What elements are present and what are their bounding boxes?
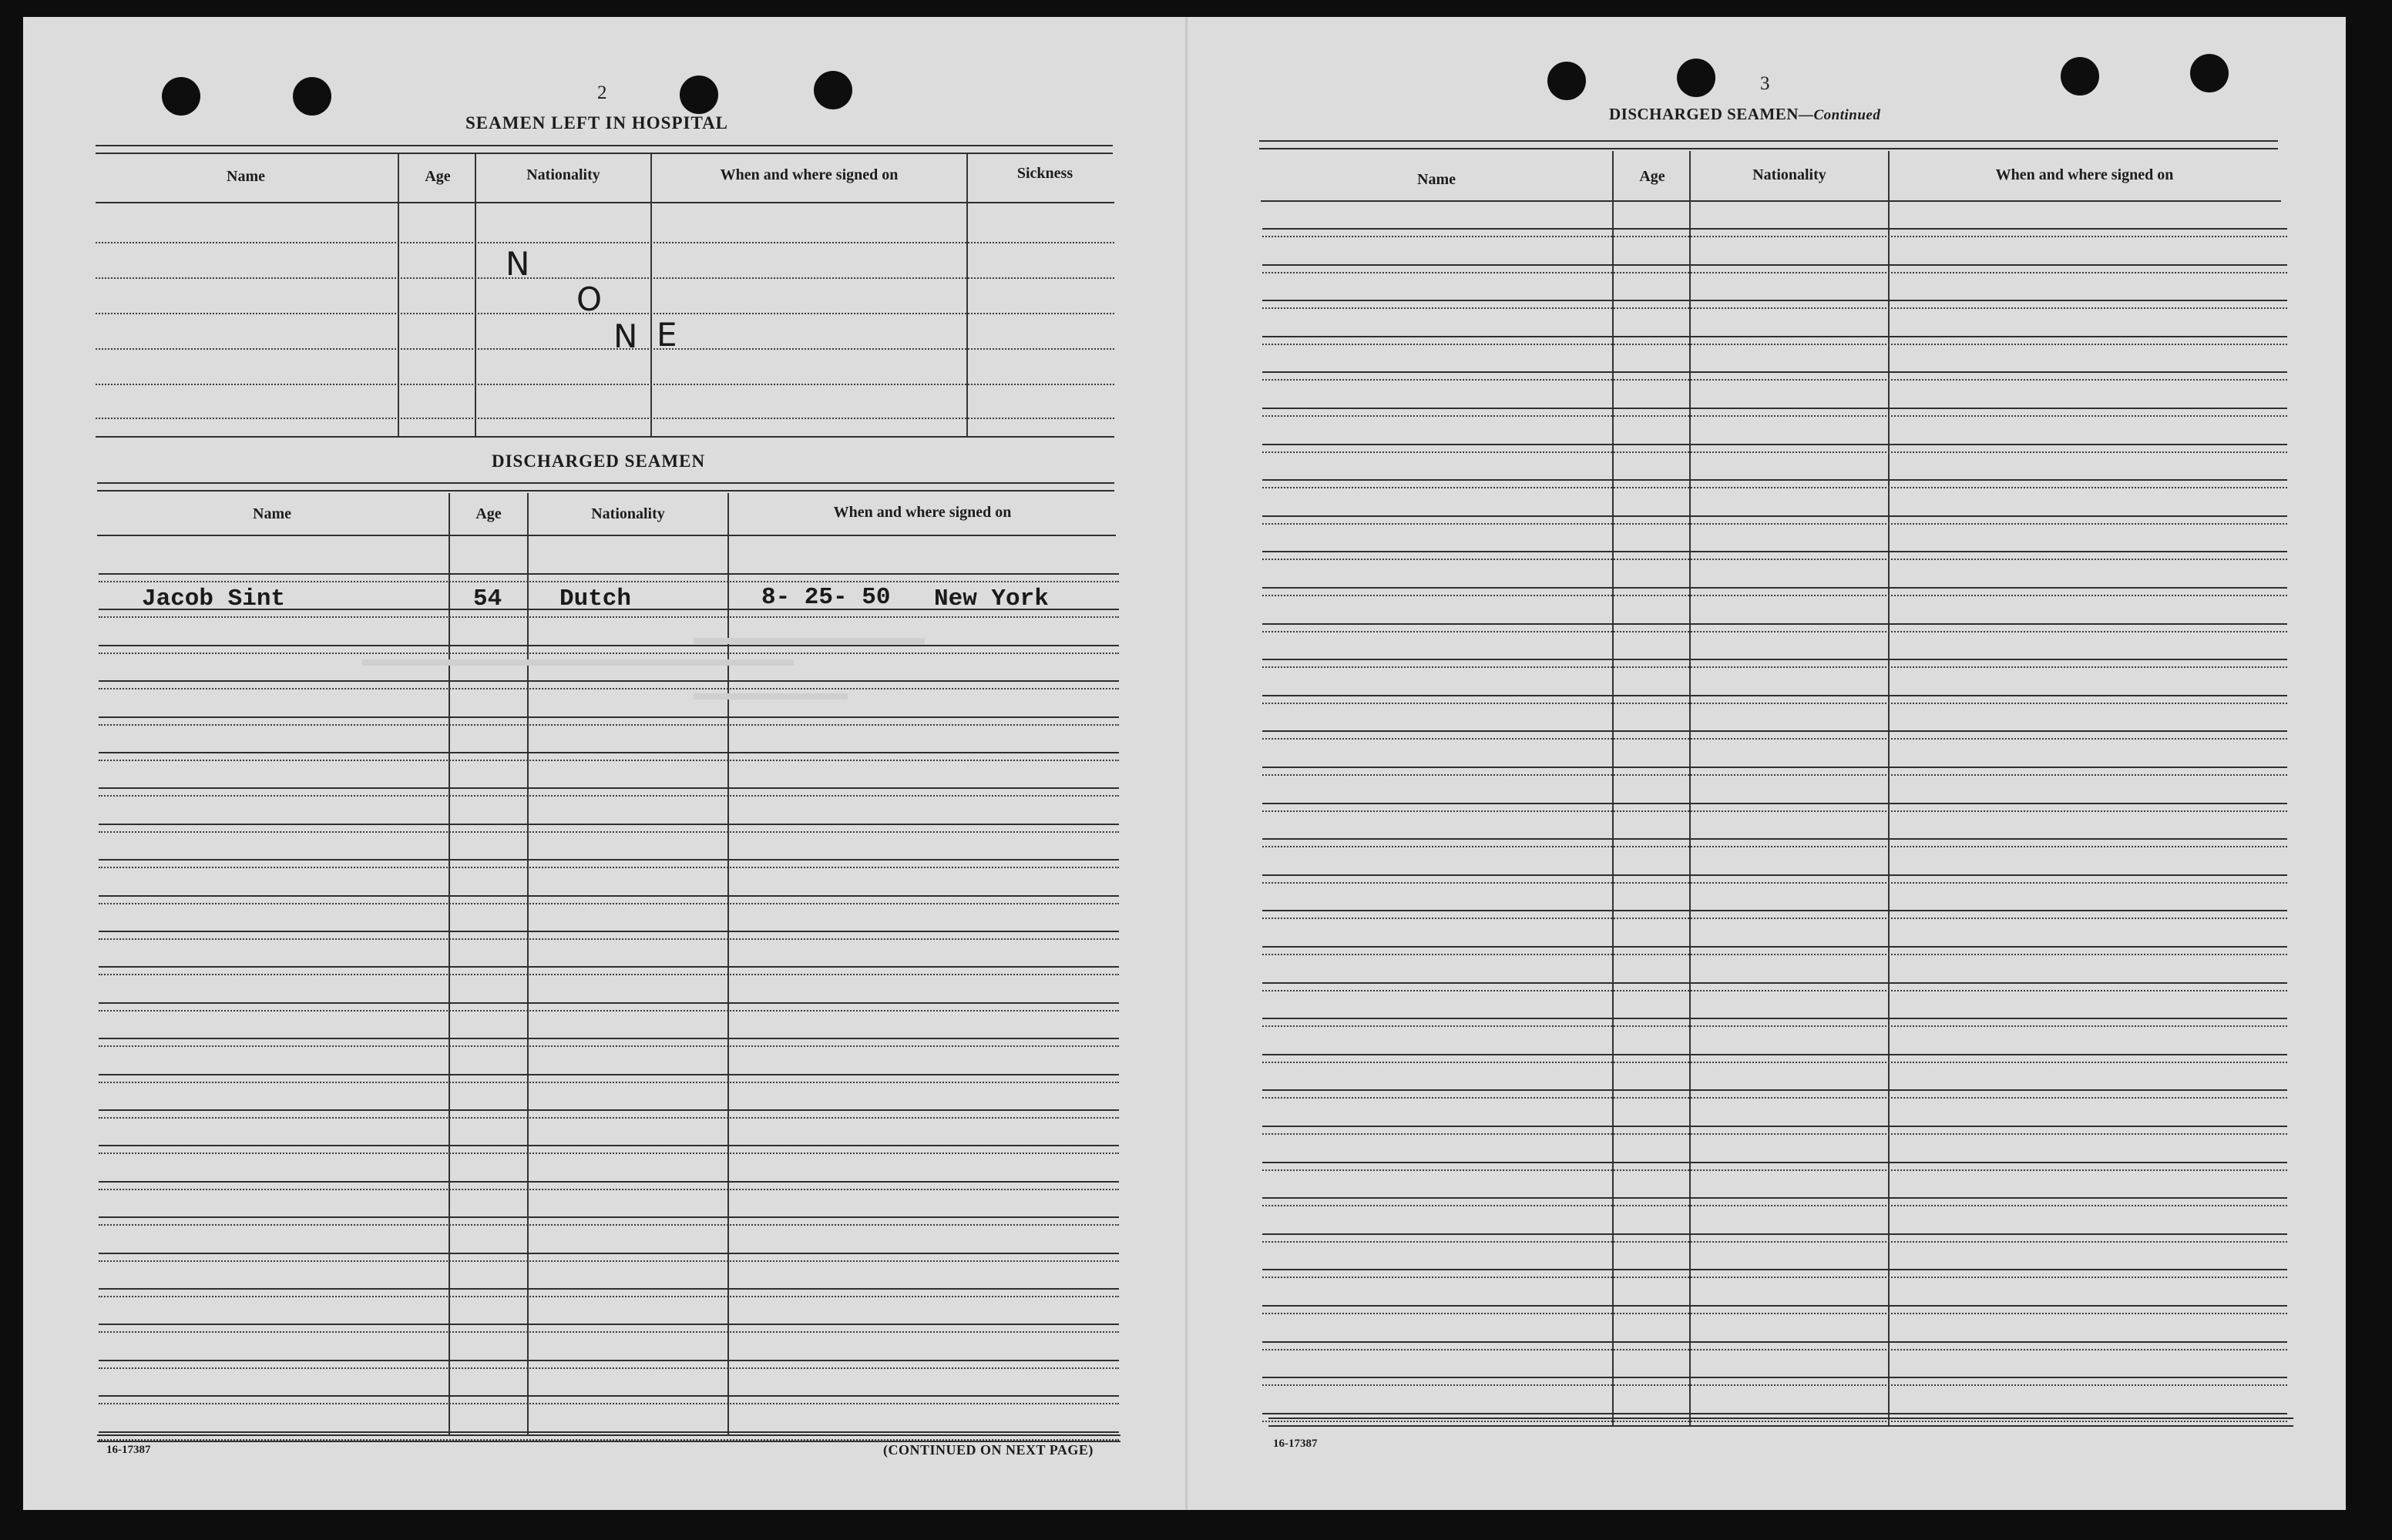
table-row-line (1262, 803, 2287, 804)
table-row-line (1262, 1025, 2287, 1027)
table-row-line (1262, 1062, 2287, 1063)
table-row-line (99, 831, 1119, 833)
table-row-line (96, 242, 1114, 243)
table-row-line (99, 1296, 1119, 1297)
faint-show-through (362, 659, 794, 666)
column-divider (448, 493, 450, 1434)
table-row-line (1262, 623, 2287, 625)
table-row-line (99, 787, 1119, 789)
column-header-nationality: Nationality (1752, 166, 1826, 183)
continued-note: (CONTINUED ON NEXT PAGE) (883, 1442, 1094, 1458)
table-row-line (99, 1431, 1119, 1433)
table-row-line (1262, 954, 2287, 955)
column-header-name: Name (1417, 171, 1456, 188)
table-row-line (96, 348, 1114, 350)
column-divider (966, 154, 968, 436)
table-row-line (1262, 659, 2287, 660)
table-row-line (96, 384, 1114, 385)
table-row-line (1262, 236, 2287, 237)
table-row-line (99, 581, 1119, 582)
table-row-line (99, 1331, 1119, 1333)
table-row-line (1262, 415, 2287, 417)
table-row-line (99, 966, 1119, 968)
table-row-line (99, 1367, 1119, 1369)
signed-on-place: New York (934, 585, 1049, 612)
seaman-nationality: Dutch (559, 585, 632, 612)
table-row-line (1262, 1313, 2287, 1314)
table-row-line (99, 1189, 1119, 1190)
table-row-line (1262, 300, 2287, 301)
punch-hole (162, 77, 200, 116)
table-row-line (99, 1045, 1119, 1047)
column-header-signed-on: When and where signed on (833, 504, 1012, 521)
table-row-line (99, 1216, 1119, 1218)
page-number: 2 (597, 82, 607, 103)
table-row-line (99, 616, 1119, 618)
table-row-line (1262, 874, 2287, 876)
table-row-line (1262, 1277, 2287, 1278)
table-row-line (99, 1145, 1119, 1146)
punch-hole (1547, 62, 1586, 100)
table-row-line (1262, 1162, 2287, 1163)
rule (1259, 148, 2278, 149)
table-row-line (99, 1224, 1119, 1226)
table-row-line (99, 1181, 1119, 1183)
table-row-line (99, 716, 1119, 718)
table-row-line (99, 1253, 1119, 1254)
column-header-age: Age (425, 168, 451, 185)
table-row-line (99, 795, 1119, 797)
punch-hole (2061, 57, 2099, 96)
table-row-line (1262, 810, 2287, 812)
column-divider (727, 493, 729, 1434)
rule (1268, 1418, 2293, 1419)
table-row-line (99, 895, 1119, 897)
punch-hole (814, 71, 852, 109)
table-row-line (1262, 730, 2287, 732)
table-row-line (99, 688, 1119, 689)
table-row-line (1262, 1133, 2287, 1135)
table-row-line (1262, 228, 2287, 230)
table-row-line (99, 1117, 1119, 1119)
table-row-line (1262, 1305, 2287, 1307)
table-row-line (1262, 551, 2287, 552)
table-row-line (96, 313, 1114, 314)
table-row-line (99, 724, 1119, 726)
column-header-age: Age (1639, 168, 1665, 185)
column-header-name: Name (253, 505, 291, 522)
table-row-line (99, 867, 1119, 868)
table-row-line (1262, 990, 2287, 991)
table-row-line (1262, 1241, 2287, 1243)
table-row-line (1262, 1169, 2287, 1171)
column-header-age: Age (475, 505, 502, 522)
form-number: 16-17387 (106, 1444, 151, 1456)
rule (97, 490, 1114, 492)
title-suffix: —Continued (1798, 107, 1881, 123)
table-row-line (1262, 666, 2287, 668)
section-title-discharged-continued (1609, 105, 1880, 124)
table-row-line (1262, 846, 2287, 847)
table-row-line (99, 824, 1119, 825)
table-row-line (1262, 559, 2287, 560)
paper-sheet (23, 17, 2346, 1510)
handwritten-letter: N (613, 317, 638, 355)
table-row-line (99, 680, 1119, 682)
table-row-line (1262, 1413, 2287, 1414)
table-row-line (1262, 631, 2287, 632)
rule (96, 436, 1114, 438)
table-row-line (1262, 379, 2287, 381)
punch-hole (2190, 54, 2229, 92)
section-title-discharged: DISCHARGED SEAMEN (492, 451, 706, 471)
table-row-line (99, 938, 1119, 940)
table-row-line (1262, 451, 2287, 453)
form-number: 16-17387 (1273, 1438, 1318, 1450)
table-row-line (1262, 595, 2287, 596)
table-row-line (1262, 1377, 2287, 1378)
table-row-line (1262, 1089, 2287, 1091)
table-row-line (1262, 272, 2287, 273)
table-row-line (99, 1260, 1119, 1262)
table-row-line (99, 1010, 1119, 1012)
table-row-line (1262, 774, 2287, 776)
table-row-line (1262, 1126, 2287, 1127)
column-divider (650, 154, 652, 436)
table-row-line (1262, 1205, 2287, 1206)
table-row-line (1262, 946, 2287, 948)
table-row-line (1262, 336, 2287, 337)
column-divider (527, 493, 529, 1434)
table-row-line (1262, 738, 2287, 740)
table-row-line (99, 760, 1119, 761)
rule (96, 202, 1114, 203)
table-row-line (96, 418, 1114, 419)
table-row-line (99, 1082, 1119, 1083)
table-row-line (99, 1288, 1119, 1290)
table-row-line (1262, 703, 2287, 704)
table-row-line (99, 1403, 1119, 1404)
table-row-line (1262, 767, 2287, 768)
column-divider (1888, 151, 1890, 1427)
table-row-line (1262, 371, 2287, 373)
table-row-line (96, 277, 1114, 279)
rule (1259, 140, 2278, 142)
table-row-line (99, 653, 1119, 654)
table-row-line (1262, 882, 2287, 884)
column-divider (1612, 151, 1614, 1427)
table-row-line (1262, 695, 2287, 696)
column-header-nationality: Nationality (591, 505, 665, 522)
table-row-line (1262, 918, 2287, 919)
column-header-nationality: Nationality (526, 166, 600, 183)
table-row-line (1262, 1197, 2287, 1199)
handwritten-letter: E (657, 316, 677, 354)
table-row-line (1262, 479, 2287, 481)
column-divider (1689, 151, 1691, 1427)
table-row-line (1262, 982, 2287, 984)
table-row-line (99, 645, 1119, 646)
column-divider (398, 154, 399, 436)
table-row-line (99, 859, 1119, 861)
faint-show-through (694, 693, 848, 700)
column-header-signed-on: When and where signed on (1995, 166, 2174, 183)
rule (1268, 1425, 2293, 1427)
table-row-line (99, 1324, 1119, 1325)
table-row-line (99, 1109, 1119, 1111)
column-divider (475, 154, 476, 436)
table-row-line (1262, 1018, 2287, 1019)
table-row-line (99, 931, 1119, 932)
table-row-line (99, 1152, 1119, 1154)
table-row-line (1262, 587, 2287, 589)
table-row-line (99, 1395, 1119, 1397)
table-row-line (1262, 487, 2287, 488)
table-row-line (99, 752, 1119, 753)
handwritten-letter: O (576, 280, 603, 318)
section-title-hospital: SEAMEN LEFT IN HOSPITAL (465, 113, 729, 133)
column-header-signed-on: When and where signed on (720, 166, 899, 183)
table-row-line (99, 573, 1119, 575)
table-row-line (1262, 515, 2287, 517)
table-row-line (99, 1360, 1119, 1361)
handwritten-letter: N (506, 245, 530, 283)
signed-on-date: 8- 25- 50 (761, 584, 891, 611)
punch-hole (1677, 59, 1715, 97)
table-row-line (1262, 1233, 2287, 1235)
table-row-line (1262, 408, 2287, 409)
table-row-line (1262, 1421, 2287, 1422)
table-row-line (1262, 838, 2287, 840)
table-row-line (99, 1074, 1119, 1075)
punch-hole (680, 75, 718, 114)
table-row-line (1262, 264, 2287, 266)
table-row-line (99, 974, 1119, 975)
punch-hole (293, 77, 331, 116)
faint-show-through (694, 638, 925, 644)
table-row-line (1262, 1341, 2287, 1343)
table-row-line (1262, 1097, 2287, 1099)
rule (97, 1434, 1120, 1436)
table-row-line (1262, 307, 2287, 309)
seaman-age: 54 (473, 585, 502, 612)
column-header-name: Name (227, 168, 265, 185)
table-row-line (99, 903, 1119, 904)
rule (96, 145, 1113, 146)
table-row-line (1262, 1054, 2287, 1055)
table-row-line (99, 1002, 1119, 1004)
page-fold (1185, 17, 1188, 1510)
seaman-name: Jacob Sint (142, 585, 286, 612)
table-row-line (1262, 1349, 2287, 1350)
table-row-line (1262, 1269, 2287, 1270)
column-header-sickness: Sickness (1016, 165, 1073, 182)
rule (97, 535, 1116, 536)
table-row-line (1262, 523, 2287, 525)
table-row-line (1262, 910, 2287, 911)
table-row-line (1262, 344, 2287, 345)
rule (96, 153, 1113, 154)
table-row-line (1262, 1384, 2287, 1386)
table-row-line (1262, 444, 2287, 445)
page-number: 3 (1760, 73, 1770, 94)
rule (1261, 200, 2281, 202)
table-row-line (99, 1038, 1119, 1039)
rule (97, 482, 1114, 484)
title-main: DISCHARGED SEAMEN (1609, 105, 1799, 123)
